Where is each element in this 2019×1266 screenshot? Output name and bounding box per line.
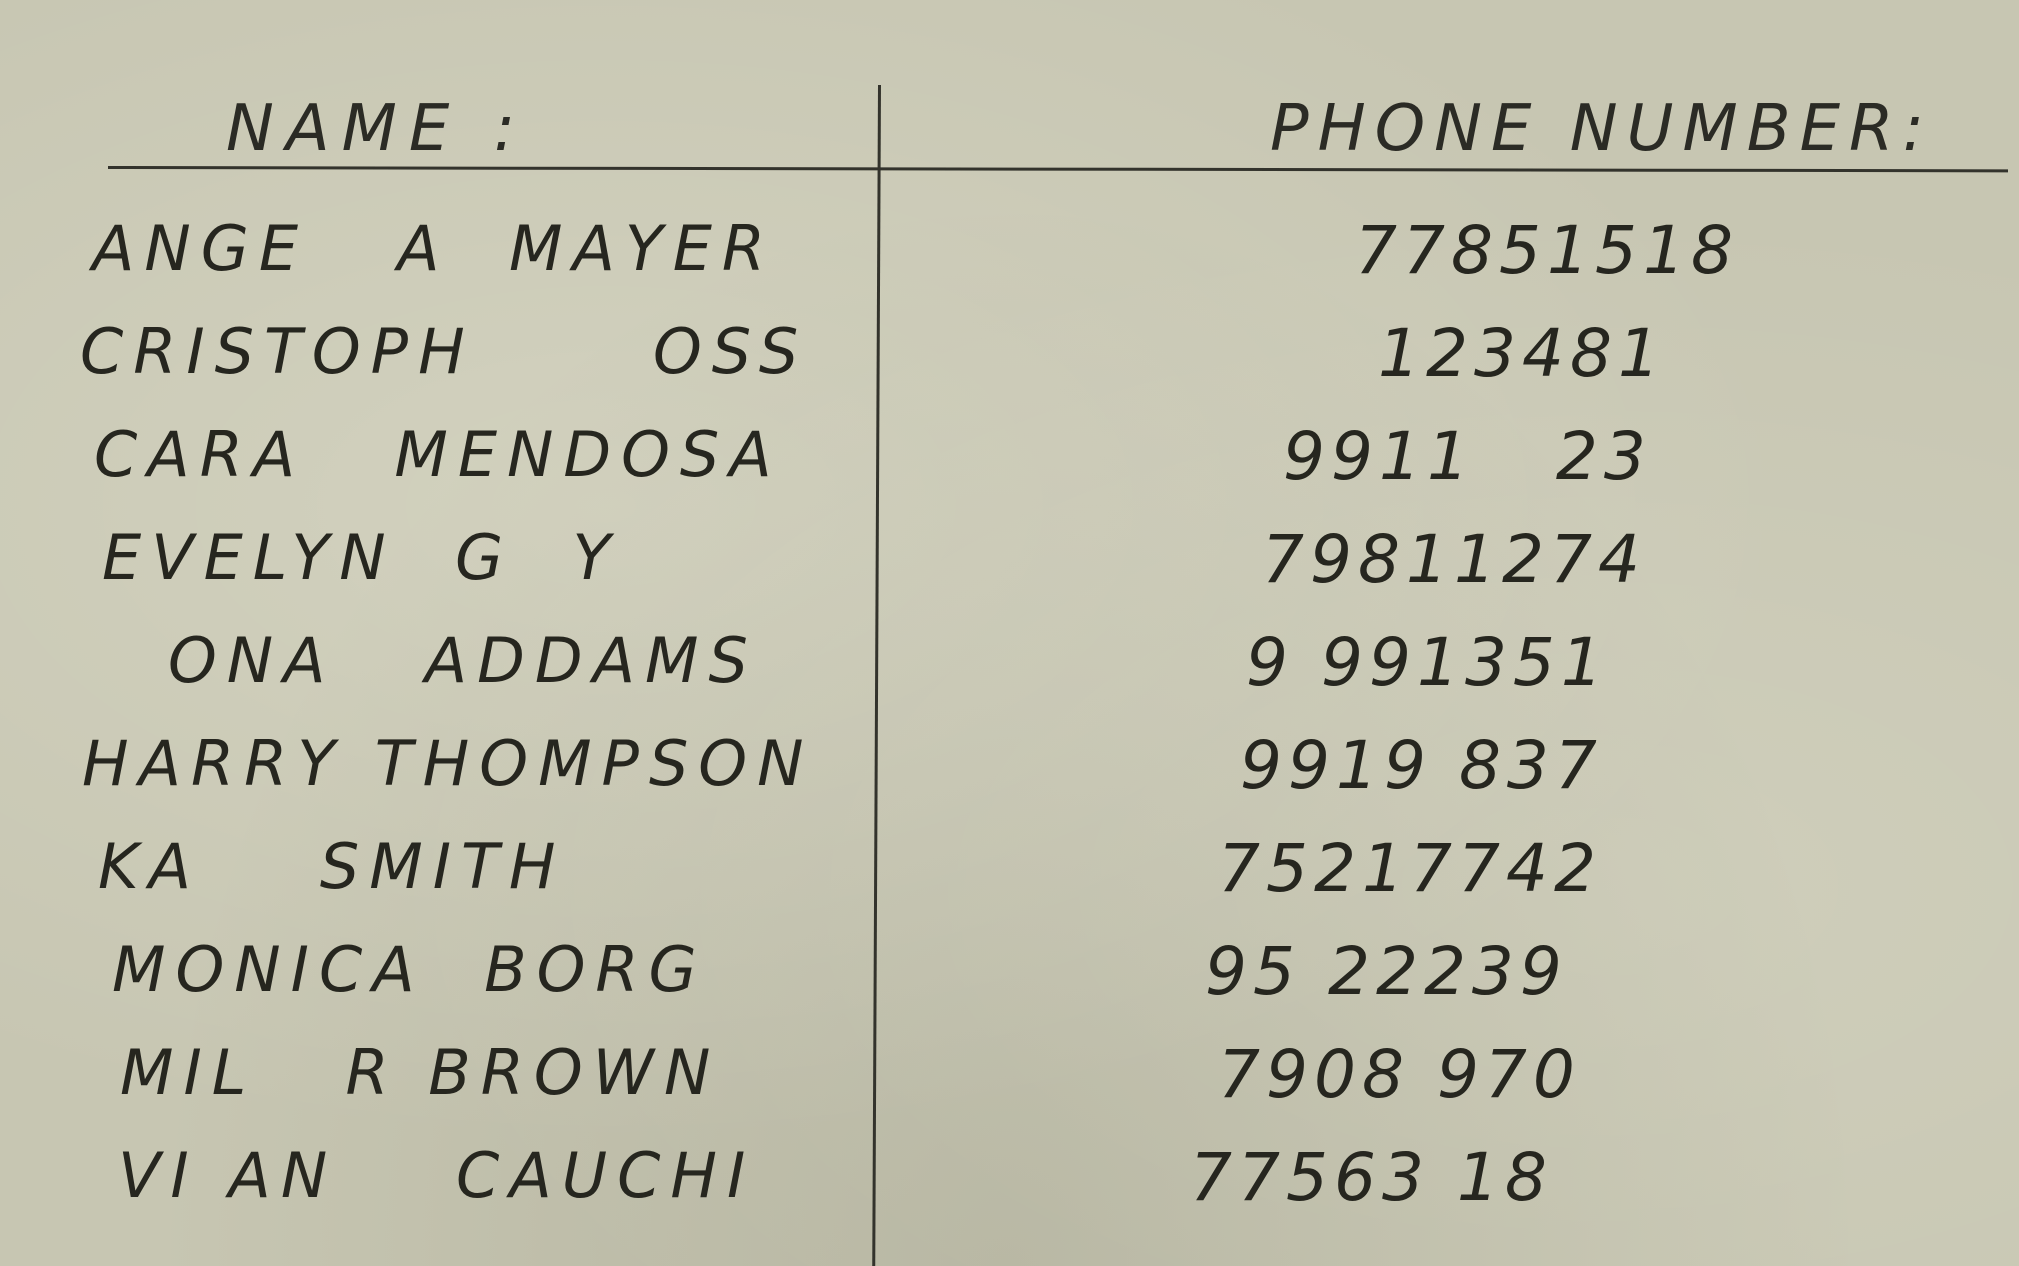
- list-item: [0, 200, 2019, 303]
- entry-name: KA SMITH: [98, 830, 566, 903]
- entry-phone: 77851518: [1355, 212, 1739, 289]
- name-column-header: NAME :: [226, 92, 528, 166]
- list-item: [0, 715, 2019, 818]
- list-item: [0, 612, 2019, 715]
- entry-phone: 9911 23: [1283, 418, 1652, 495]
- list-item: [0, 406, 2019, 509]
- entry-phone: 77563 18: [1190, 1139, 1553, 1216]
- entry-name: VI AN CAUCHI: [118, 1139, 756, 1212]
- entry-name: EVELYN G Y: [102, 521, 621, 594]
- entry-phone: 7908 970: [1218, 1036, 1581, 1113]
- entry-phone: 9919 837: [1240, 727, 1603, 804]
- entry-phone: 95 22239: [1205, 933, 1568, 1010]
- phone-column-header: PHONE NUMBER:: [1270, 92, 1934, 166]
- list-item: [0, 303, 2019, 406]
- list-item: [0, 1024, 2019, 1127]
- entries-list: [0, 200, 2019, 1230]
- entry-phone: 123481: [1378, 315, 1666, 392]
- entry-name: CRISTOPH OSS: [80, 315, 809, 388]
- list-item: [0, 509, 2019, 612]
- list-item: [0, 921, 2019, 1024]
- entry-name: MONICA BORG: [112, 933, 707, 1006]
- entry-phone: 79811274: [1262, 521, 1646, 598]
- entry-name: CARA MENDOSA: [94, 418, 782, 491]
- entry-name: ANGE A MAYER: [92, 212, 775, 285]
- entry-phone: 9 991351: [1246, 624, 1609, 701]
- list-item: [0, 1127, 2019, 1230]
- entry-name: HARRY THOMPSON: [82, 727, 814, 800]
- entry-phone: 75217742: [1218, 830, 1602, 907]
- header-underline: [108, 166, 2008, 172]
- list-item: [0, 818, 2019, 921]
- entry-name: MIL R BROWN: [120, 1036, 721, 1109]
- entry-name: ONA ADDAMS: [168, 624, 758, 697]
